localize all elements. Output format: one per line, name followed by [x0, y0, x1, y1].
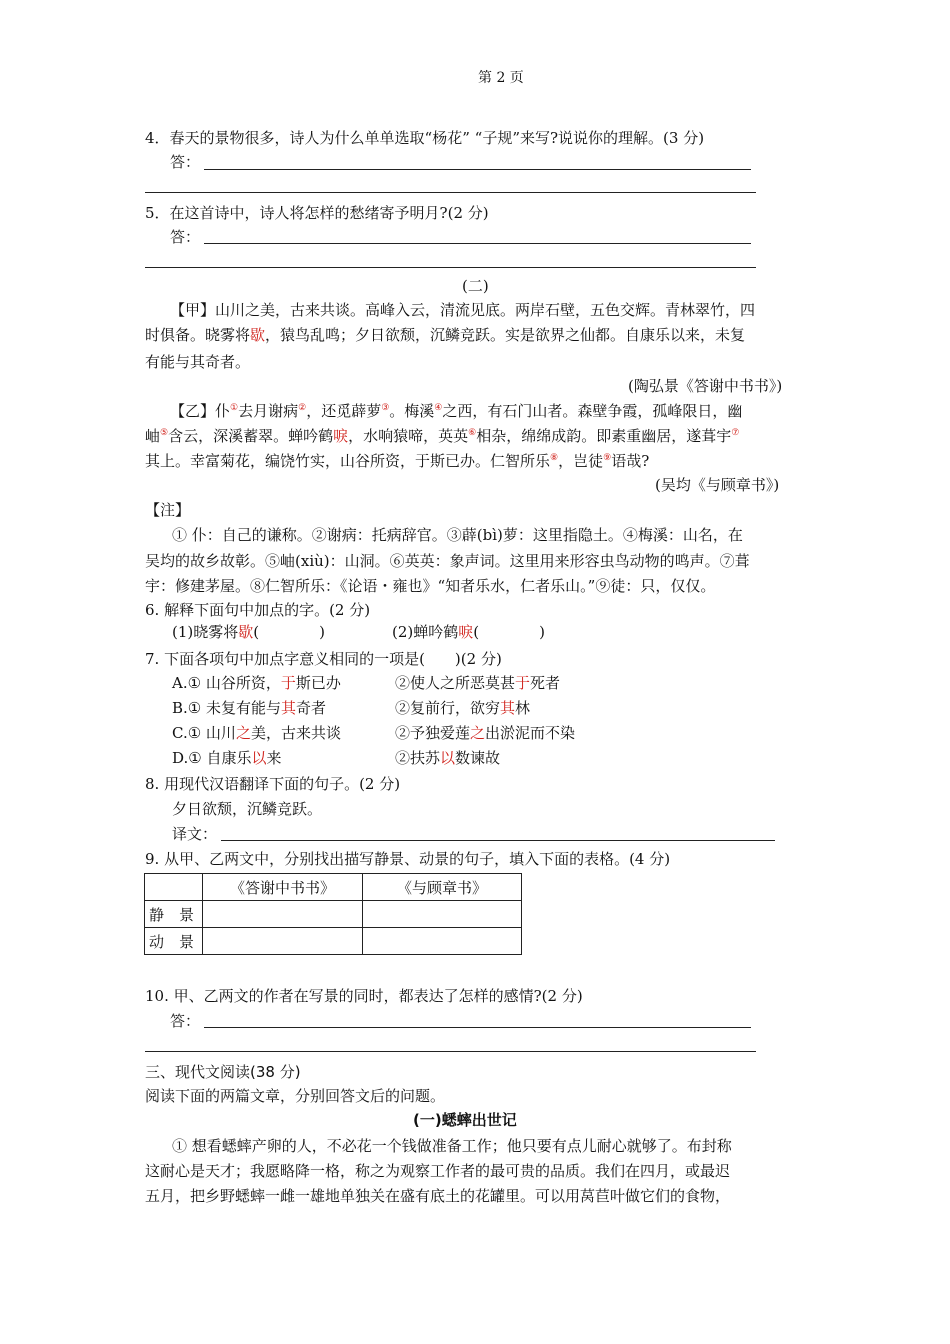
q7-option-b2: ②复前行，欲穷其林 [395, 699, 531, 717]
q6-item1: (1)晓雾将歇( ) [172, 623, 325, 641]
notes-title: 【注】 [145, 501, 191, 519]
table-cell[interactable] [363, 928, 522, 955]
answer-line[interactable] [145, 267, 756, 268]
article-paragraph-line3: 五月，把乡野蟋蟀一雌一雄地单独关在盛有底土的花罐里。可以用莴苣叶做它们的食物， [145, 1187, 731, 1205]
translation-label: 译文： [172, 825, 218, 843]
answer-line[interactable] [145, 192, 756, 193]
q7-option-c2: ②予独爱莲之出淤泥而不染 [395, 724, 576, 742]
table-cell[interactable] [363, 901, 522, 928]
q6-item2: (2)蝉吟鹤唳( ) [392, 623, 545, 641]
question-7: 7. 下面各项句中加点字意义相同的一项是( )(2 分) [145, 650, 502, 668]
q7-option-a1: A.① 山谷所资，于斯已办 [172, 674, 341, 692]
article-paragraph-line1: ① 想看蟋蟀产卵的人，不必花一个钱做准备工作；他只要有点儿耐心就够了。布封称 [172, 1137, 732, 1155]
question-10: 10. 甲、乙两文的作者在写景的同时，都表达了怎样的感情?(2 分) [145, 987, 583, 1005]
dotted-char: 唳 [333, 427, 349, 445]
passage-jia-line1: 【甲】山川之美，古来共谈。高峰入云，清流见底。两岸石壁，五色交辉。青林翠竹，四 [170, 301, 756, 319]
table-cell[interactable] [203, 928, 363, 955]
article-paragraph-line2: 这耐心是天才；我愿略降一格，称之为观察工作者的最可贵的品质。我们在四月，或最迟 [145, 1162, 731, 1180]
dotted-char: 歇 [250, 326, 266, 344]
question-6: 6. 解释下面句中加点的字。(2 分) [145, 601, 371, 619]
passage-yi-source: (吴均《与顾章书》) [655, 476, 780, 494]
question-8: 8. 用现代汉语翻译下面的句子。(2 分) [145, 775, 401, 793]
q7-option-c1: C.① 山川之美，古来共谈 [172, 724, 341, 742]
translation-line[interactable] [221, 840, 775, 841]
answer-label-4: 答： [170, 153, 201, 171]
answer-label-5: 答： [170, 228, 201, 246]
q7-option-a2: ②使人之所恶莫甚于死者 [395, 674, 561, 692]
section-3-instruction: 阅读下面的两篇文章，分别回答文后的问题。 [145, 1087, 446, 1105]
table-cell[interactable] [203, 901, 363, 928]
passage-jia-line3: 有能与其奇者。 [145, 353, 251, 371]
answer-label-10: 答： [170, 1012, 201, 1030]
passage-yi-line1: 【乙】仆①去月谢病②，还觅薜萝③。梅溪④之西，有石门山者。森壁争霞，孤峰限日，幽 [170, 402, 743, 420]
passage-jia-line2: 时俱备。晓雾将歇，猿鸟乱鸣；夕日欲颓，沉鳞竞跃。实是欲界之仙都。自康乐以来，未复 [145, 326, 746, 344]
table-header-1: 《答谢中书书》 [203, 874, 363, 901]
question-9: 9. 从甲、乙两文中，分别找出描写静景、动景的句子，填入下面的表格。(4 分) [145, 850, 671, 868]
q7-option-d1: D.① 自康乐以来 [172, 749, 282, 767]
passage-yi-line3: 其上。幸富菊花，编饶竹实，山谷所资，于斯已办。仁智所乐⑧，岂徒⑨语哉? [145, 452, 650, 470]
q8-sentence: 夕日欲颓，沉鳞竞跃。 [172, 800, 323, 818]
notes-line2: 吴均的故乡故彰。⑤岫(xiù)：山洞。⑥英英：象声词。这里用来形容虫鸟动物的鸣声。⑦葺 [145, 552, 750, 570]
answer-line[interactable] [204, 1027, 751, 1028]
table-row-label-dynamic: 动 景 [145, 928, 203, 955]
table-header-2: 《与顾章书》 [363, 874, 522, 901]
passage-yi-line2: 岫⑤含云，深溪蓄翠。蝉吟鹤唳，水响猿啼，英英⑥相杂，绵绵成韵。即素重幽居，遂葺宇⑦ [145, 427, 740, 445]
question-4: 4．春天的景物很多，诗人为什么单单选取“杨花” “子规”来写?说说你的理解。(3 分) [145, 129, 705, 147]
section-title: (二) [462, 277, 489, 295]
passage-jia-source: (陶弘景《答谢中书书》) [628, 377, 783, 395]
page-number: 第 2 页 [478, 70, 524, 86]
table-corner-cell [145, 874, 203, 901]
notes-line1: ① 仆：自己的谦称。②谢病：托病辞官。③薜(bì)萝：这里指隐土。④梅溪：山名，在 [172, 526, 743, 544]
q7-option-d2: ②扶苏以数谏故 [395, 749, 501, 767]
notes-line3: 宇：修建茅屋。⑧仁智所乐：《论语・雍也》“知者乐水，仁者乐山。”⑨徒：只，仅仅。 [145, 577, 716, 595]
answer-line[interactable] [204, 169, 751, 170]
answer-line[interactable] [204, 243, 751, 244]
table-row-label-static: 静 景 [145, 901, 203, 928]
question-5: 5．在这首诗中，诗人将怎样的愁绪寄予明月?(2 分) [145, 204, 489, 222]
answer-line[interactable] [145, 1051, 756, 1052]
q7-option-b1: B.① 未复有能与其奇者 [172, 699, 327, 717]
answer-table [144, 873, 522, 955]
section-3-title: 三、现代文阅读(38 分) [145, 1063, 301, 1081]
article-title: (一)蟋蟀出世记 [413, 1111, 517, 1129]
